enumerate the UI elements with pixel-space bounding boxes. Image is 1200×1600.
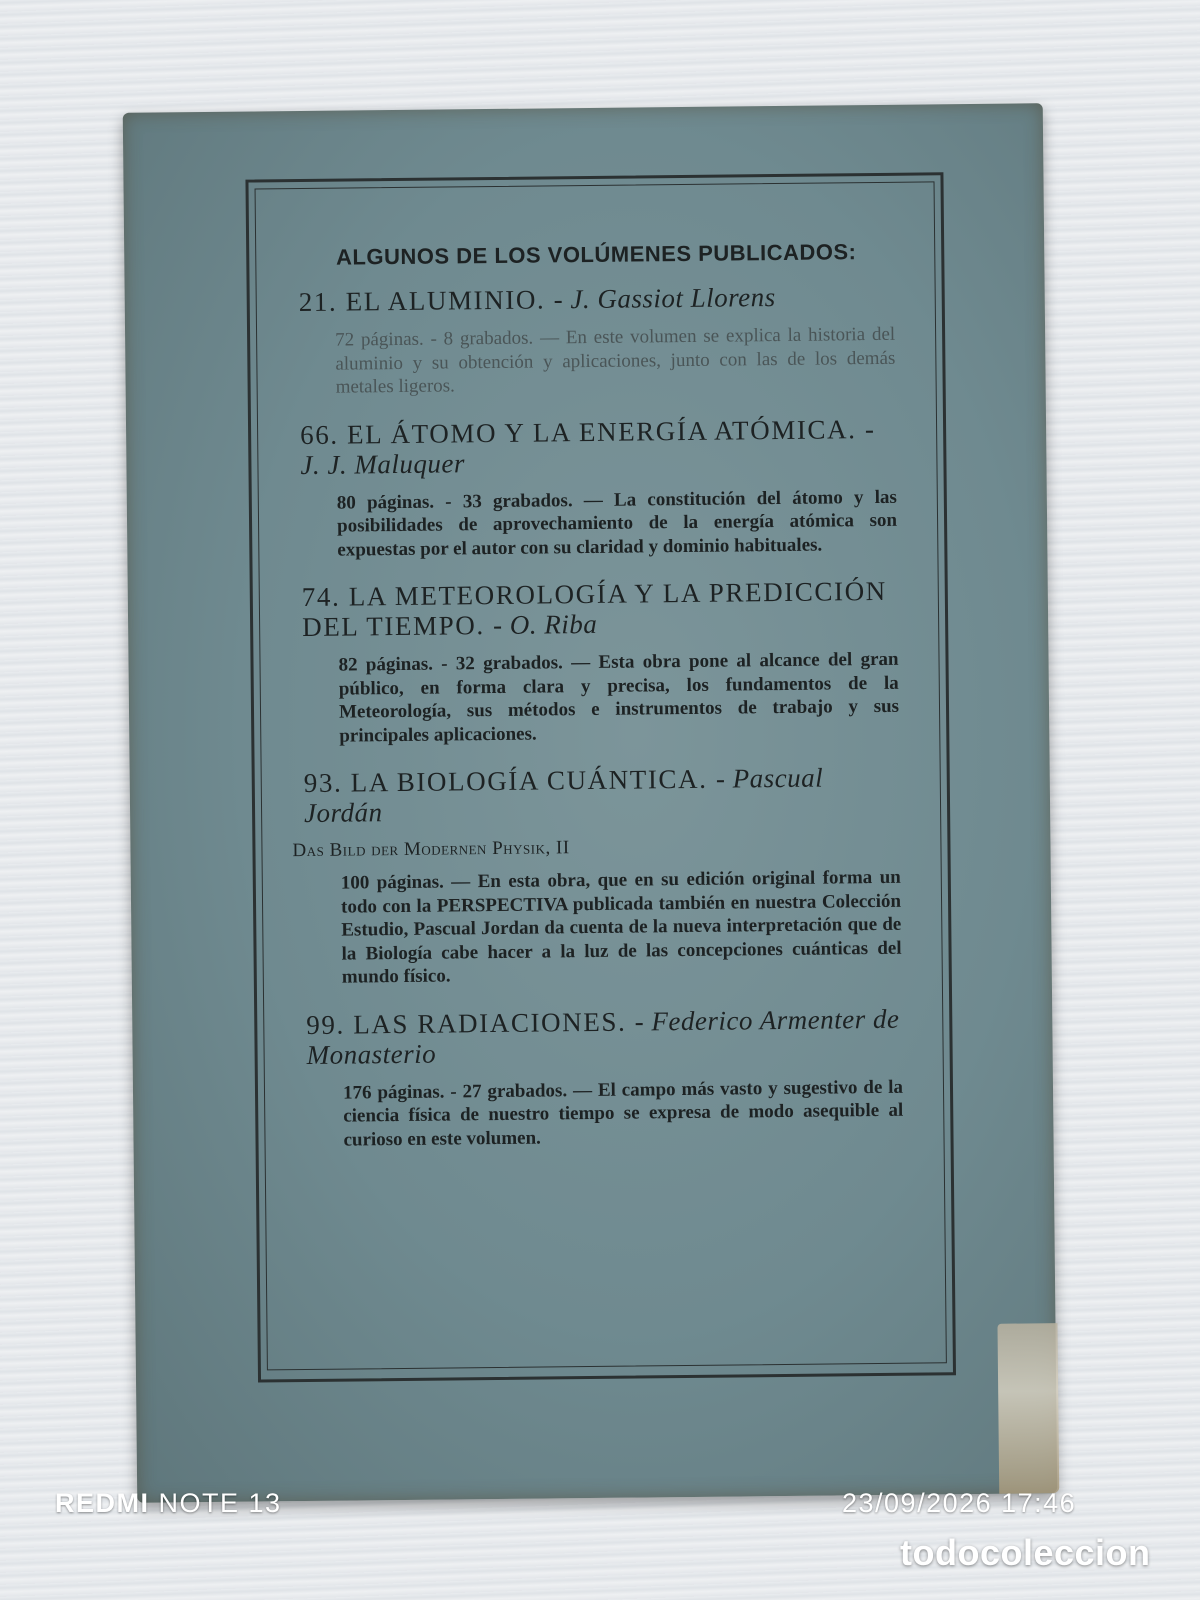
entry-description: 176 páginas. - 27 grabados. — El campo más vasto y sugestivo de la ciencia física de nuestro tiempo se expresa de modo asequible al curioso en este volumen. bbox=[342, 1076, 904, 1151]
entry-number: 21. bbox=[298, 286, 338, 318]
entry-number: 66. bbox=[299, 419, 339, 450]
volume-entry bbox=[306, 1003, 903, 1152]
text-frame bbox=[245, 172, 956, 1382]
photo-timestamp: 23/09/2026 17:46 bbox=[842, 1488, 1077, 1518]
entry-title: LA METEOROLOGÍA Y LA PREDICCIÓN DEL TIEMPO. bbox=[301, 575, 887, 643]
entry-title: EL ALUMINIO. bbox=[345, 284, 546, 317]
volume-entry bbox=[300, 413, 897, 562]
entry-description: 82 páginas. - 32 grabados. — Esta obra pone al alcance del gran público, en forma clara y precisa, los fundamentos de la Meteorología, sus métodos e instrumentos de trabajo y sus principales aplicaciones. bbox=[338, 648, 900, 747]
volume-entry bbox=[299, 281, 896, 400]
entry-description: 100 páginas. — En esta obra, que en su edición original forma un todo con la PERSPECTIVA publicada también en nuestra Colección Estudio, Pascual Jordan da cuenta de la nueva interpretación que de la Biología cabe hacer a la luz de las concepciones cuánticas del mundo físico. bbox=[340, 866, 902, 988]
entry-title-line bbox=[306, 1003, 903, 1069]
entry-author: - J. J. Maluquer bbox=[300, 413, 875, 480]
entry-subtitle: Das Bild der Modernen Physik, II bbox=[292, 837, 570, 862]
camera-watermark bbox=[55, 1488, 282, 1519]
entry-author: - Federico Armenter de Monasterio bbox=[306, 1003, 900, 1070]
entry-description: 80 páginas. - 33 grabados. — La constitución del átomo y las posibilidades de aprovechamiento de la energía atómica son expuestas por el autor con su claridad y dominio habituales. bbox=[336, 486, 898, 561]
entry-description: 72 páginas. - 8 grabados. — En este volumen se explica la historia del aluminio y su obtención y aplicaciones, junto con las de los demás metales ligeros. bbox=[335, 323, 896, 398]
entry-title-line bbox=[300, 413, 897, 479]
text-frame-inner bbox=[255, 181, 947, 1370]
entry-title: LAS RADIACIONES. bbox=[353, 1006, 627, 1039]
entry-title-line bbox=[304, 762, 901, 828]
entry-title-line bbox=[299, 281, 895, 317]
worn-corner bbox=[997, 1323, 1059, 1494]
volume-entry bbox=[302, 576, 900, 748]
entry-number: 99. bbox=[306, 1009, 346, 1040]
book-back-cover bbox=[123, 103, 1058, 1503]
entry-author: - J. Gassiot Llorens bbox=[553, 282, 776, 315]
entry-number: 74. bbox=[301, 581, 341, 613]
site-logo: todocoleccion bbox=[900, 1532, 1151, 1573]
entry-title: EL ÁTOMO Y LA ENERGÍA ATÓMICA. bbox=[346, 413, 857, 450]
list-heading: ALGUNOS DE LOS VOLÚMENES PUBLICADOS: bbox=[335, 239, 857, 270]
camera-model: NOTE 13 bbox=[149, 1488, 282, 1518]
camera-brand: REDMI bbox=[55, 1488, 150, 1518]
entry-title: LA BIOLOGÍA CUÁNTICA. bbox=[350, 763, 708, 798]
entry-title-line bbox=[302, 576, 899, 642]
entry-author: - Pascual Jordán bbox=[303, 762, 824, 828]
volume-entry bbox=[292, 762, 902, 990]
entry-author: - O. Riba bbox=[492, 608, 598, 641]
entry-number: 93. bbox=[303, 767, 343, 798]
